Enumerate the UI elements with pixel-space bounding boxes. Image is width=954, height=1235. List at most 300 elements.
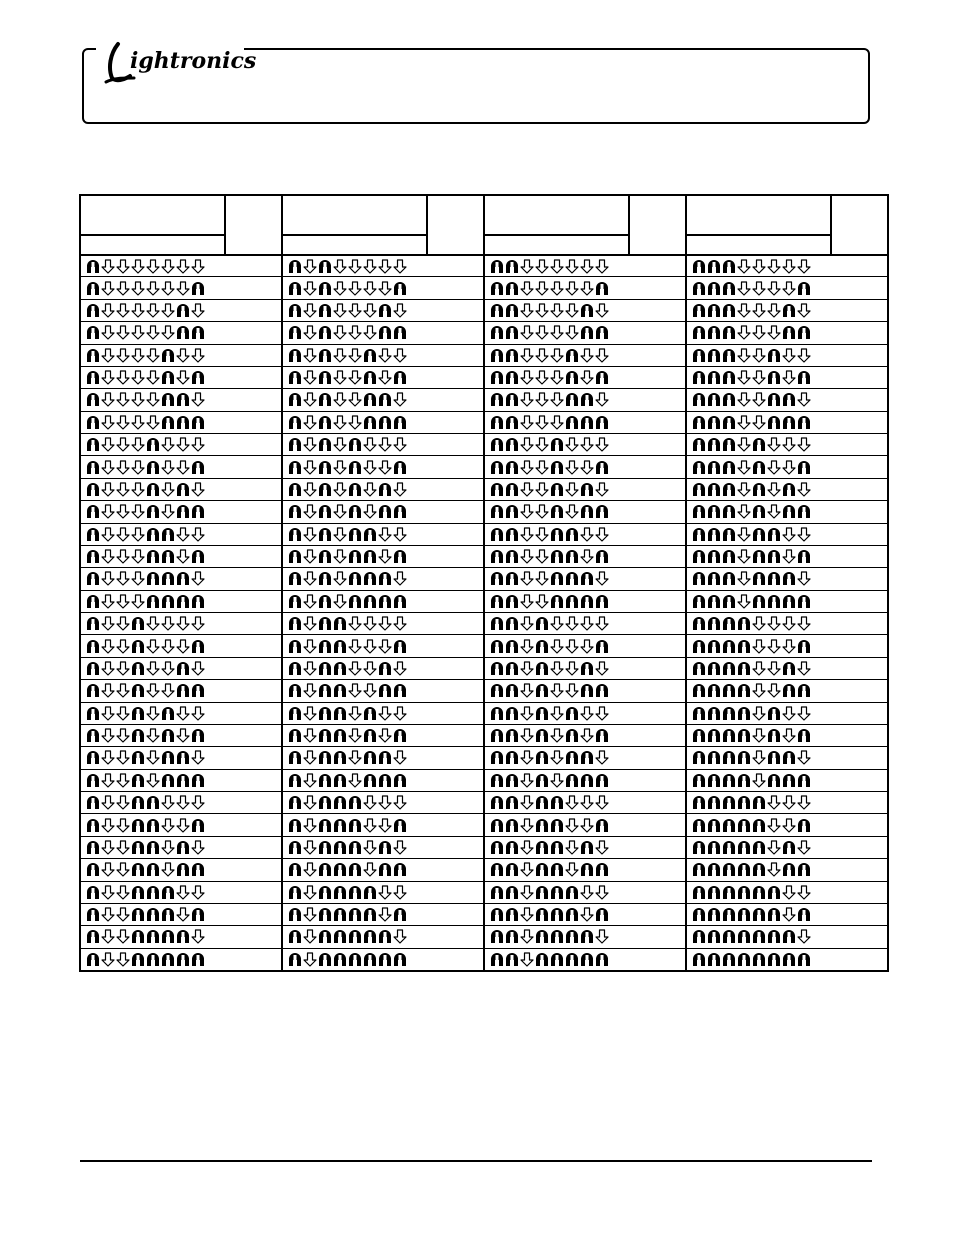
switch-off-icon [191, 795, 205, 810]
switch-on-icon [490, 594, 504, 609]
switch-on-icon [333, 728, 347, 743]
switch-on-icon [348, 885, 362, 900]
switch-off-icon [303, 862, 317, 877]
switch-off-icon [520, 683, 534, 698]
switch-on-icon [595, 504, 609, 519]
switch-off-icon [191, 348, 205, 363]
switch-on-icon [318, 281, 332, 296]
switch-on-icon [535, 728, 549, 743]
switch-off-icon [580, 437, 594, 452]
switch-on-icon [333, 840, 347, 855]
switch-off-icon [303, 952, 317, 967]
switch-on-icon [378, 504, 392, 519]
switch-off-icon [737, 392, 751, 407]
table-row [283, 478, 483, 500]
switch-on-icon [737, 616, 751, 631]
table-row [283, 411, 483, 433]
table-row [687, 299, 887, 321]
switch-on-icon [131, 683, 145, 698]
switch-off-icon [782, 370, 796, 385]
switch-on-icon [333, 907, 347, 922]
switch-on-icon [550, 840, 564, 855]
switch-off-icon [146, 415, 160, 430]
switch-on-icon [393, 325, 407, 340]
switch-off-icon [767, 616, 781, 631]
table-row [485, 500, 685, 522]
header-cell-value [428, 196, 483, 254]
switch-on-icon [692, 482, 706, 497]
switch-off-icon [737, 571, 751, 586]
table-row [283, 321, 483, 343]
switch-off-icon [535, 594, 549, 609]
switch-on-icon [393, 370, 407, 385]
switch-on-icon [692, 594, 706, 609]
switch-off-icon [116, 885, 130, 900]
switch-on-icon [318, 594, 332, 609]
switch-on-icon [176, 504, 190, 519]
switch-on-icon [348, 504, 362, 519]
switch-on-icon [797, 818, 811, 833]
table-row [81, 791, 281, 813]
switch-off-icon [116, 415, 130, 430]
switch-off-icon [303, 929, 317, 944]
switch-on-icon [550, 818, 564, 833]
switch-off-icon [161, 818, 175, 833]
switch-off-icon [520, 862, 534, 877]
switch-on-icon [692, 952, 706, 967]
switch-on-icon [86, 728, 100, 743]
switch-off-icon [393, 795, 407, 810]
table-row [485, 478, 685, 500]
switch-off-icon [782, 460, 796, 475]
switch-on-icon [737, 952, 751, 967]
table-row [81, 746, 281, 768]
switch-on-icon [318, 259, 332, 274]
switch-on-icon [318, 303, 332, 318]
switch-on-icon [161, 952, 175, 967]
table-row [81, 881, 281, 903]
switch-on-icon [707, 862, 721, 877]
switch-off-icon [348, 750, 362, 765]
switch-on-icon [797, 683, 811, 698]
switch-on-icon [580, 504, 594, 519]
switch-off-icon [797, 750, 811, 765]
switch-on-icon [535, 773, 549, 788]
switch-on-icon [86, 259, 100, 274]
switch-on-icon [393, 460, 407, 475]
switch-on-icon [393, 415, 407, 430]
switch-on-icon [550, 907, 564, 922]
switch-on-icon [797, 639, 811, 654]
switch-off-icon [146, 325, 160, 340]
switch-on-icon [692, 750, 706, 765]
switch-off-icon [550, 348, 564, 363]
switch-on-icon [550, 504, 564, 519]
switch-on-icon [146, 482, 160, 497]
switch-on-icon [722, 929, 736, 944]
table-row [485, 299, 685, 321]
switch-off-icon [550, 683, 564, 698]
switch-on-icon [595, 594, 609, 609]
switch-on-icon [86, 661, 100, 676]
switch-on-icon [580, 929, 594, 944]
switch-on-icon [146, 795, 160, 810]
switch-on-icon [752, 527, 766, 542]
table-row [81, 321, 281, 343]
switch-on-icon [288, 281, 302, 296]
switch-off-icon [176, 549, 190, 564]
switch-off-icon [101, 571, 115, 586]
table-row [81, 769, 281, 791]
switch-off-icon [146, 370, 160, 385]
switch-on-icon [707, 303, 721, 318]
switch-off-icon [782, 907, 796, 922]
switch-on-icon [797, 773, 811, 788]
switch-on-icon [146, 460, 160, 475]
switch-off-icon [797, 392, 811, 407]
switch-on-icon [363, 392, 377, 407]
table-row [81, 813, 281, 835]
table-row [81, 523, 281, 545]
switch-on-icon [707, 527, 721, 542]
switch-off-icon [737, 437, 751, 452]
switch-off-icon [550, 750, 564, 765]
switch-on-icon [288, 437, 302, 452]
switch-on-icon [146, 594, 160, 609]
switch-on-icon [363, 773, 377, 788]
switch-on-icon [318, 527, 332, 542]
header-cell-sub [283, 236, 428, 254]
switch-off-icon [101, 303, 115, 318]
switch-off-icon [333, 460, 347, 475]
switch-on-icon [393, 728, 407, 743]
switch-on-icon [580, 952, 594, 967]
header-cell-value [630, 196, 685, 254]
switch-off-icon [767, 661, 781, 676]
switch-off-icon [176, 706, 190, 721]
switch-on-icon [722, 303, 736, 318]
switch-off-icon [782, 281, 796, 296]
switch-off-icon [101, 616, 115, 631]
switch-on-icon [722, 571, 736, 586]
switch-on-icon [595, 907, 609, 922]
switch-off-icon [782, 527, 796, 542]
switch-on-icon [348, 840, 362, 855]
switch-on-icon [86, 907, 100, 922]
lightronics-logo [100, 38, 257, 84]
switch-off-icon [782, 795, 796, 810]
switch-on-icon [782, 303, 796, 318]
switch-off-icon [550, 773, 564, 788]
switch-off-icon [520, 370, 534, 385]
switch-on-icon [535, 885, 549, 900]
switch-off-icon [101, 370, 115, 385]
switch-off-icon [520, 504, 534, 519]
table-row [283, 344, 483, 366]
switch-on-icon [767, 728, 781, 743]
switch-off-icon [116, 504, 130, 519]
switch-on-icon [692, 504, 706, 519]
switch-on-icon [550, 929, 564, 944]
switch-off-icon [131, 281, 145, 296]
switch-off-icon [116, 437, 130, 452]
switch-off-icon [131, 325, 145, 340]
switch-on-icon [318, 482, 332, 497]
switch-on-icon [176, 840, 190, 855]
switch-off-icon [520, 281, 534, 296]
switch-on-icon [737, 795, 751, 810]
switch-on-icon [565, 728, 579, 743]
switch-off-icon [535, 392, 549, 407]
switch-off-icon [378, 639, 392, 654]
table-row [687, 411, 887, 433]
switch-on-icon [535, 616, 549, 631]
switch-off-icon [520, 907, 534, 922]
switch-off-icon [378, 885, 392, 900]
switch-off-icon [535, 482, 549, 497]
switch-on-icon [722, 594, 736, 609]
switch-on-icon [692, 325, 706, 340]
switch-off-icon [782, 549, 796, 564]
switch-on-icon [348, 952, 362, 967]
switch-on-icon [318, 460, 332, 475]
switch-on-icon [580, 661, 594, 676]
switch-off-icon [767, 460, 781, 475]
switch-off-icon [520, 259, 534, 274]
switch-off-icon [595, 840, 609, 855]
footer-rule [80, 1160, 872, 1162]
switch-on-icon [782, 482, 796, 497]
switch-on-icon [490, 549, 504, 564]
switch-on-icon [580, 750, 594, 765]
switch-off-icon [333, 504, 347, 519]
switch-on-icon [363, 885, 377, 900]
table-row [687, 746, 887, 768]
switch-off-icon [393, 929, 407, 944]
switch-on-icon [86, 818, 100, 833]
switch-on-icon [176, 683, 190, 698]
switch-off-icon [176, 795, 190, 810]
switch-on-icon [146, 885, 160, 900]
switch-on-icon [490, 527, 504, 542]
switch-on-icon [490, 415, 504, 430]
switch-off-icon [580, 281, 594, 296]
switch-on-icon [146, 527, 160, 542]
table-row [283, 366, 483, 388]
switch-on-icon [782, 773, 796, 788]
switch-off-icon [580, 885, 594, 900]
switch-off-icon [393, 259, 407, 274]
switch-on-icon [692, 348, 706, 363]
switch-off-icon [737, 460, 751, 475]
switch-off-icon [550, 370, 564, 385]
switch-on-icon [288, 348, 302, 363]
switch-off-icon [131, 370, 145, 385]
switch-on-icon [490, 616, 504, 631]
switch-on-icon [490, 706, 504, 721]
switch-on-icon [580, 482, 594, 497]
switch-on-icon [692, 259, 706, 274]
switch-off-icon [797, 527, 811, 542]
table-row [485, 276, 685, 298]
switch-on-icon [348, 594, 362, 609]
switch-off-icon [520, 952, 534, 967]
switch-off-icon [797, 929, 811, 944]
table-row [283, 455, 483, 477]
switch-off-icon [797, 885, 811, 900]
switch-on-icon [707, 661, 721, 676]
switch-off-icon [393, 661, 407, 676]
switch-on-icon [131, 929, 145, 944]
switch-on-icon [86, 415, 100, 430]
switch-on-icon [490, 818, 504, 833]
table-row [687, 724, 887, 746]
table-row [81, 366, 281, 388]
switch-off-icon [131, 392, 145, 407]
switch-off-icon [595, 303, 609, 318]
switch-on-icon [707, 325, 721, 340]
table-row [687, 858, 887, 880]
switch-off-icon [101, 259, 115, 274]
switch-off-icon [393, 527, 407, 542]
switch-on-icon [318, 907, 332, 922]
switch-on-icon [318, 929, 332, 944]
switch-on-icon [782, 415, 796, 430]
switch-off-icon [116, 639, 130, 654]
switch-on-icon [318, 616, 332, 631]
switch-on-icon [737, 728, 751, 743]
switch-on-icon [490, 683, 504, 698]
switch-on-icon [797, 907, 811, 922]
switch-on-icon [722, 706, 736, 721]
switch-on-icon [318, 571, 332, 586]
switch-off-icon [101, 706, 115, 721]
switch-on-icon [191, 862, 205, 877]
switch-off-icon [535, 348, 549, 363]
switch-off-icon [565, 683, 579, 698]
switch-on-icon [737, 840, 751, 855]
switch-on-icon [550, 460, 564, 475]
table-row [485, 590, 685, 612]
switch-off-icon [378, 795, 392, 810]
switch-off-icon [550, 639, 564, 654]
switch-on-icon [86, 706, 100, 721]
switch-off-icon [595, 616, 609, 631]
switch-off-icon [393, 348, 407, 363]
switch-on-icon [490, 795, 504, 810]
switch-on-icon [752, 437, 766, 452]
switch-on-icon [722, 661, 736, 676]
switch-off-icon [348, 706, 362, 721]
switch-off-icon [176, 885, 190, 900]
table-row [485, 388, 685, 410]
switch-on-icon [722, 773, 736, 788]
switch-off-icon [161, 661, 175, 676]
switch-on-icon [752, 482, 766, 497]
switch-on-icon [318, 683, 332, 698]
switch-off-icon [565, 303, 579, 318]
table-row [81, 478, 281, 500]
switch-on-icon [161, 370, 175, 385]
switch-off-icon [333, 392, 347, 407]
switch-on-icon [580, 594, 594, 609]
switch-on-icon [288, 504, 302, 519]
switch-on-icon [378, 392, 392, 407]
switch-on-icon [161, 907, 175, 922]
header-cell-code [81, 196, 226, 236]
switch-off-icon [176, 907, 190, 922]
switch-on-icon [363, 907, 377, 922]
switch-off-icon [535, 549, 549, 564]
switch-on-icon [707, 415, 721, 430]
switch-on-icon [176, 929, 190, 944]
switch-off-icon [176, 348, 190, 363]
switch-on-icon [288, 571, 302, 586]
switch-off-icon [303, 639, 317, 654]
switch-on-icon [707, 683, 721, 698]
switch-on-icon [176, 571, 190, 586]
switch-off-icon [176, 639, 190, 654]
switch-off-icon [116, 862, 130, 877]
switch-on-icon [722, 885, 736, 900]
switch-on-icon [595, 773, 609, 788]
switch-off-icon [580, 616, 594, 631]
switch-on-icon [318, 840, 332, 855]
switch-on-icon [176, 594, 190, 609]
switch-off-icon [550, 259, 564, 274]
switch-on-icon [363, 549, 377, 564]
switch-on-icon [86, 504, 100, 519]
switch-on-icon [550, 549, 564, 564]
switch-on-icon [288, 683, 302, 698]
switch-off-icon [520, 527, 534, 542]
switch-on-icon [692, 907, 706, 922]
switch-on-icon [737, 929, 751, 944]
switch-off-icon [767, 862, 781, 877]
switch-on-icon [378, 594, 392, 609]
switch-on-icon [363, 370, 377, 385]
switch-on-icon [490, 885, 504, 900]
switch-on-icon [752, 549, 766, 564]
switch-off-icon [116, 460, 130, 475]
switch-off-icon [378, 259, 392, 274]
header-cell-code [687, 196, 832, 236]
switch-on-icon [363, 571, 377, 586]
switch-on-icon [490, 907, 504, 922]
switch-on-icon [692, 773, 706, 788]
switch-on-icon [505, 571, 519, 586]
switch-off-icon [146, 392, 160, 407]
switch-on-icon [580, 415, 594, 430]
column-group [687, 196, 887, 970]
table-row [485, 813, 685, 835]
switch-off-icon [520, 840, 534, 855]
switch-on-icon [550, 437, 564, 452]
switch-on-icon [161, 415, 175, 430]
switch-off-icon [348, 616, 362, 631]
switch-off-icon [737, 415, 751, 430]
switch-on-icon [288, 907, 302, 922]
switch-off-icon [393, 571, 407, 586]
switch-on-icon [393, 952, 407, 967]
switch-off-icon [550, 706, 564, 721]
switch-on-icon [707, 504, 721, 519]
switch-on-icon [565, 706, 579, 721]
switch-off-icon [333, 594, 347, 609]
switch-on-icon [535, 795, 549, 810]
switch-on-icon [535, 929, 549, 944]
switch-on-icon [565, 571, 579, 586]
